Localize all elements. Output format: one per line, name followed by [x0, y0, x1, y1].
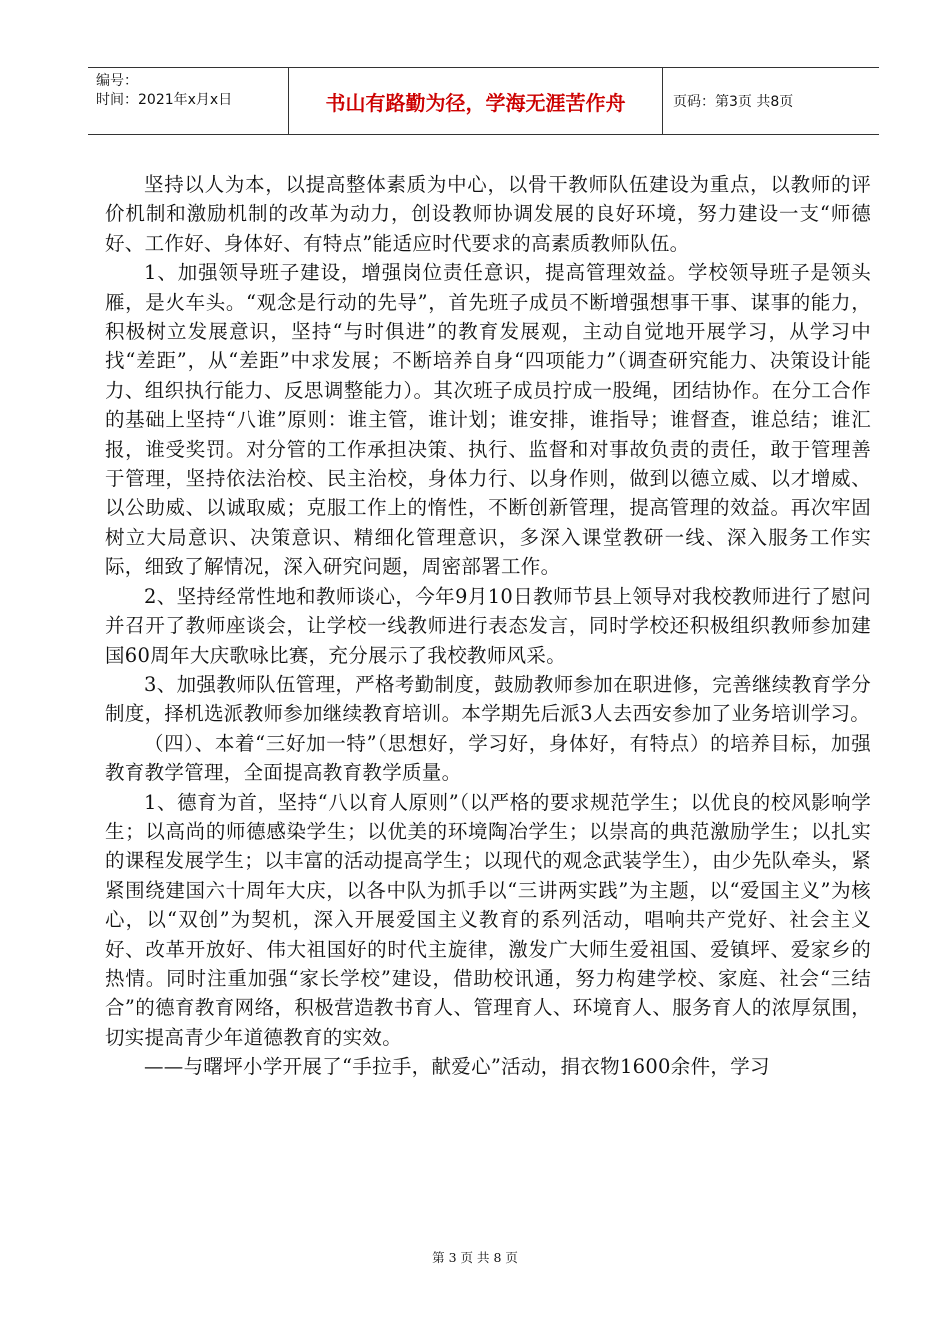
paragraph: ——与曙坪小学开展了“手拉手，献爱心”活动，捐衣物1600余件，学习	[144, 1055, 770, 1079]
header-page-label: 页码：第3页 共8页	[673, 94, 794, 110]
number-label: 编号：	[96, 73, 138, 89]
time-label: 时间：2021年x月x日	[96, 92, 233, 108]
header-meta	[88, 68, 289, 134]
header-motto: 书山有路勤为径，学海无涯苦作舟	[289, 68, 663, 134]
paragraph: 坚持以人为本，以提高整体素质为中心，以骨干教师队伍建设为重点，以教师的评价机制和激励机制的改革为动力，创设教师协调发展的良好环境，努力建设一支“师德好、工作好、身体好、有特点”能适应时代要求的高素质教师队伍。	[105, 173, 871, 255]
paragraph: 3、加强教师队伍管理，严格考勤制度，鼓励教师参加在职进修，完善继续教育学分制度，择机选派教师参加继续教育培训。本学期先后派3人去西安参加了业务培训学习。	[105, 672, 871, 726]
document-body	[105, 170, 871, 1082]
paragraph: 1、加强领导班子建设，增强岗位责任意识，提高管理效益。学校领导班子是领头雁，是火车头。“观念是行动的先导”，首先班子成员不断增强想事干事、谋事的能力，积极树立发展意识，坚持“与时俱进”的教育发展观，主动自觉地开展学习，从学习中找“差距”，从“差距”中求发展；不断培养自身“四项能力”（调查研究能力、决策设计能力、组织执行能力、反思调整能力）。其次班子成员拧成一股绳，团结协作。在分工合作的基础上坚持“八谁”原则：谁主管，谁计划；谁安排，谁指导；谁督查，谁总结；谁汇报，谁受奖罚。对分管的工作承担决策、执行、监督和对事故负责的责任，敢于管理善于管理，坚持依法治校、民主治校，身体力行、以身作则，做到以德立威、以才增威、以公助威、以诚取威；克服工作上的惰性，不断创新管理，提高管理的效益。再次牢固树立大局意识、决策意识、精细化管理意识，多深入课堂教研一线、深入服务工作实际，细致了解情况，深入研究问题，周密部署工作。	[105, 261, 871, 579]
paragraph: 1、德育为首，坚持“八以育人原则”（以严格的要求规范学生；以优良的校风影响学生；以高尚的师德感染学生；以优美的环境陶冶学生；以崇高的典范激励学生；以扎实的课程发展学生；以丰富的活动提高学生；以现代的观念武装学生），由少先队牵头，紧紧围绕建国六十周年大庆，以各中队为抓手以“三讲两实践”为主题，以“爱国主义”为核心，以“双创”为契机，深入开展爱国主义教育的系列活动，唱响共产党好、社会主义好、改革开放好、伟大祖国好的时代主旋律，激发广大师生爱祖国、爱镇坪、爱家乡的热情。同时注重加强“家长学校”建设，借助校讯通，努力构建学校、家庭、社会“三结合”的德育教育网络，积极营造教书育人、管理育人、环境育人、服务育人的浓厚氛围，切实提高青少年道德教育的实效。	[105, 790, 871, 1049]
document-header	[88, 67, 879, 135]
paragraph: （四）、本着“三好加一特”（思想好，学习好，身体好，有特点）的培养目标，加强教育教学管理，全面提高教育教学质量。	[105, 731, 871, 785]
page-footer: 第 3 页 共 8 页	[432, 1250, 518, 1265]
paragraph: 2、坚持经常性地和教师谈心，今年9月10日教师节县上领导对我校教师进行了慰问并召开了教师座谈会，让学校一线教师进行表态发言，同时学校还积极组织教师参加建国60周年大庆歌咏比赛，充分展示了我校教师风采。	[105, 584, 871, 667]
